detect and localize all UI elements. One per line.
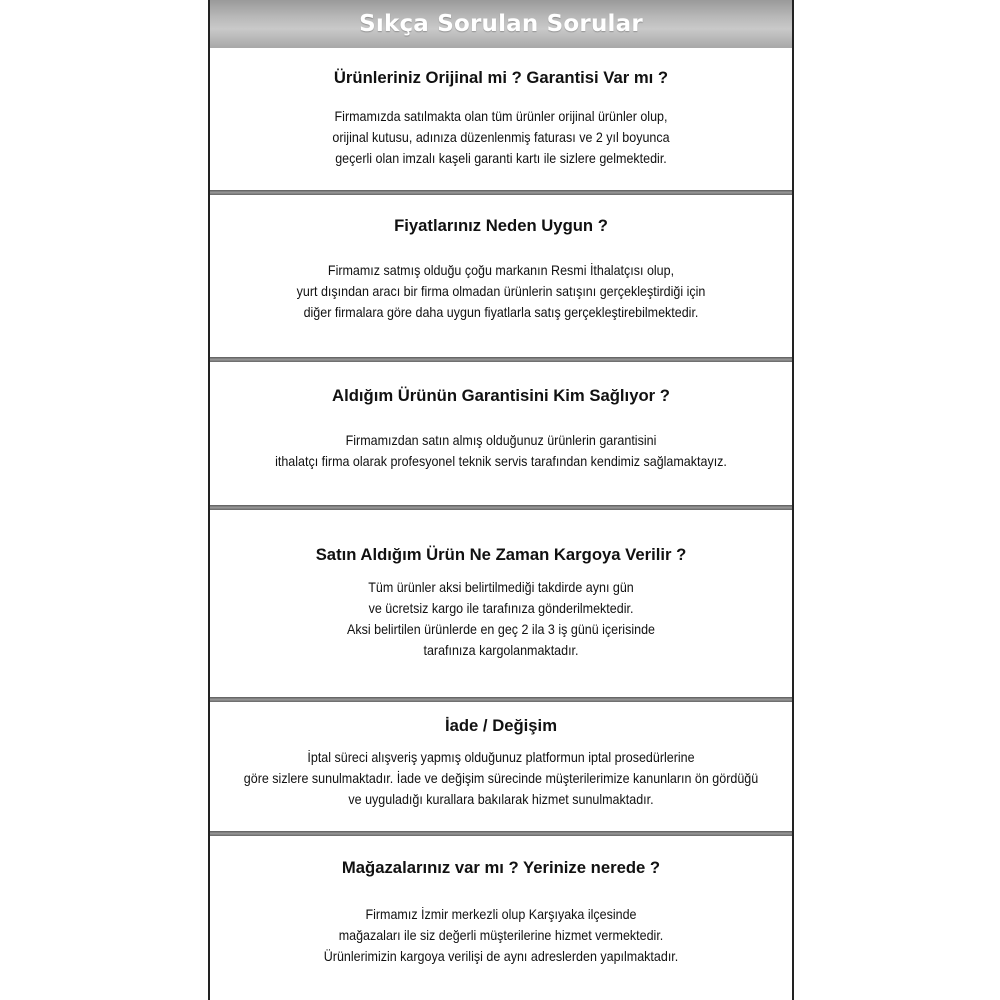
- faq-answer: [220, 904, 781, 967]
- faq-item-returns: [196, 716, 806, 810]
- faq-answer-line: Aksi belirtilen ürünlerde en geç 2 ila 3 iş günü içerisinde: [347, 622, 655, 637]
- faq-answer-line: ve ücretsiz kargo ile tarafınıza gönderilmektedir.: [368, 601, 634, 616]
- faq-answer-line: Tüm ürünler aksi belirtilmediği takdirde aynı gün: [368, 580, 634, 595]
- faq-answer-line: orijinal kutusu, adınıza düzenlenmiş faturası ve 2 yıl boyunca: [332, 130, 670, 145]
- faq-question: Fiyatlarınız Neden Uygun ?: [394, 216, 608, 235]
- faq-answer-line: İptal süreci alışveriş yapmış olduğunuz platformun iptal prosedürlerine: [307, 750, 695, 765]
- faq-answer-line: göre sizlere sunulmaktadır. İade ve değişim sürecinde müşterilerimize kanunların ön gördüğü: [243, 771, 759, 786]
- faq-answer-line: ithalatçı firma olarak profesyonel teknik servis tarafından kendimiz sağlamaktayız.: [275, 454, 727, 469]
- faq-answer-line: geçerli olan imzalı kaşeli garanti kartı ile sizlere gelmektedir.: [335, 151, 667, 166]
- faq-question: Ürünleriniz Orijinal mi ? Garantisi Var mı ?: [333, 68, 669, 87]
- faq-question: Mağazalarınız var mı ? Yerinize nerede ?: [341, 858, 661, 877]
- faq-answer-line: diğer firmalara göre daha uygun fiyatlarla satış gerçekleştirebilmektedir.: [303, 305, 699, 320]
- faq-item-original: [196, 68, 806, 169]
- page-title: Sıkça Sorulan Sorular: [359, 11, 643, 37]
- faq-answer-line: Firmamızdan satın almış olduğunuz ürünlerin garantisini: [345, 433, 657, 448]
- faq-answer: [220, 260, 781, 323]
- faq-item-stores: [196, 858, 806, 967]
- faq-answer-line: mağazaları ile siz değerli müşterilerine hizmet vermektedir.: [338, 928, 664, 943]
- section-divider: [210, 697, 792, 702]
- section-divider: [210, 831, 792, 836]
- faq-answer: [220, 430, 781, 472]
- faq-panel: [208, 0, 794, 1000]
- faq-answer-line: Firmamız satmış olduğu çoğu markanın Resmi İthalatçısı olup,: [327, 263, 675, 278]
- faq-answer-line: yurt dışından aracı bir firma olmadan ürünlerin satışını gerçekleştirdiği için: [296, 284, 706, 299]
- faq-answer-line: Ürünlerimizin kargoya verilişi de aynı adreslerden yapılmaktadır.: [323, 949, 679, 964]
- faq-answer: [220, 747, 781, 810]
- faq-item-warranty: [196, 386, 806, 472]
- faq-answer: [220, 106, 781, 169]
- faq-question: Aldığım Ürünün Garantisini Kim Sağlıyor ?: [332, 386, 670, 405]
- faq-header: [210, 0, 792, 48]
- faq-answer-line: tarafınıza kargolanmaktadır.: [423, 643, 579, 658]
- section-divider: [210, 505, 792, 510]
- faq-answer-line: Firmamızda satılmakta olan tüm ürünler orijinal ürünler olup,: [334, 109, 668, 124]
- section-divider: [210, 357, 792, 362]
- faq-answer-line: Firmamız İzmir merkezli olup Karşıyaka ilçesinde: [365, 907, 637, 922]
- faq-question: İade / Değişim: [444, 716, 558, 735]
- faq-answer: [220, 577, 781, 661]
- faq-item-pricing: [196, 216, 806, 323]
- faq-answer-line: ve uyguladığı kurallara bakılarak hizmet sunulmaktadır.: [348, 792, 654, 807]
- section-divider: [210, 190, 792, 195]
- faq-item-shipping: [196, 545, 806, 661]
- faq-question: Satın Aldığım Ürün Ne Zaman Kargoya Verilir ?: [315, 545, 687, 564]
